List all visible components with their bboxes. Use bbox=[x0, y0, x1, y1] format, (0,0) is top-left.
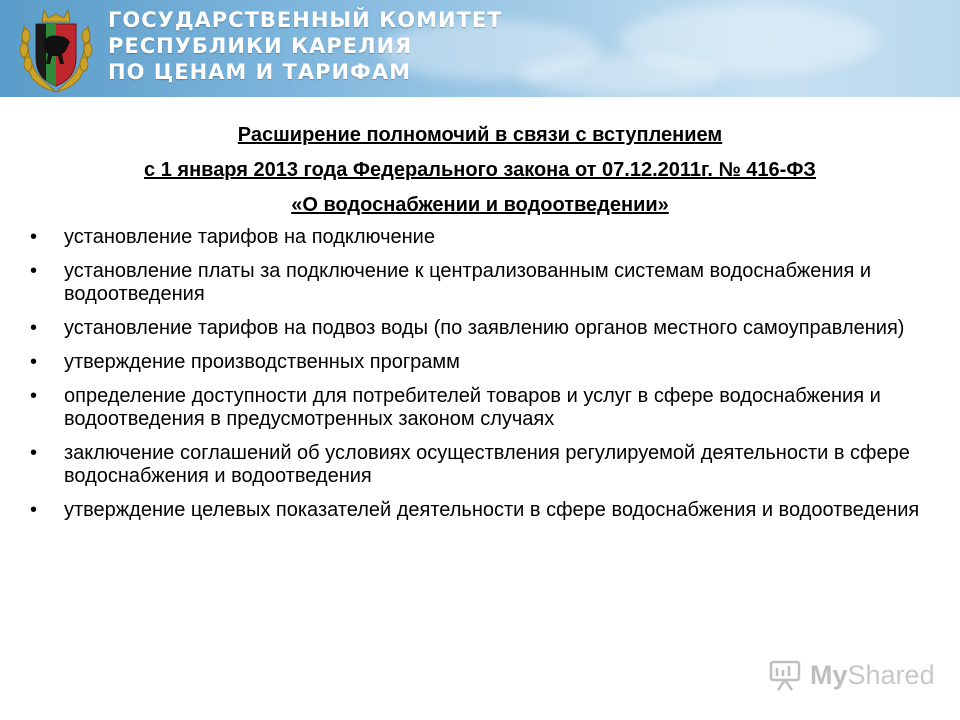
bullet-marker: • bbox=[30, 317, 38, 339]
bullet-marker: • bbox=[30, 351, 38, 373]
bullet-text: утверждение производственных программ bbox=[64, 351, 460, 373]
bullet-marker: • bbox=[30, 385, 38, 407]
watermark-text bbox=[810, 660, 935, 691]
slide-heading bbox=[0, 118, 960, 223]
organization-title-line: ГОСУДАРСТВЕННЫЙ КОМИТЕТ bbox=[108, 8, 503, 32]
watermark-text-my: My bbox=[810, 660, 848, 690]
bullet-marker: • bbox=[30, 260, 38, 282]
bullet-text: установление тарифов на подвоз воды (по заявлению органов местного самоуправления) bbox=[64, 317, 905, 339]
presentation-board-icon bbox=[768, 658, 802, 692]
bullet-item bbox=[30, 226, 945, 249]
myshared-watermark bbox=[768, 656, 938, 696]
watermark-text-shared: Shared bbox=[847, 660, 935, 690]
slide-header bbox=[0, 0, 960, 97]
bullet-item bbox=[30, 317, 945, 340]
bullet-marker: • bbox=[30, 499, 38, 521]
organization-title-line: ПО ЦЕНАМ И ТАРИФАМ bbox=[108, 60, 412, 84]
bullet-item bbox=[30, 260, 945, 306]
bullet-text: определение доступности для потребителей товаров и услуг в сфере водоснабжения и водоотведения в предусмотренных законом случаях bbox=[64, 385, 881, 430]
bullet-text: установление тарифов на подключение bbox=[64, 226, 435, 248]
organization-title-line: РЕСПУБЛИКИ КАРЕЛИЯ bbox=[108, 34, 413, 58]
bullet-list bbox=[30, 226, 945, 533]
bullet-marker: • bbox=[30, 226, 38, 248]
heading-line: «О водоснабжении и водоотведении» bbox=[291, 194, 669, 216]
bullet-text: утверждение целевых показателей деятельности в сфере водоснабжения и водоотведения bbox=[64, 499, 920, 521]
karelia-coat-of-arms-icon bbox=[14, 6, 98, 94]
bullet-item bbox=[30, 499, 945, 522]
bullet-text: заключение соглашений об условиях осуществления регулируемой деятельности в сфере водоснабжения и водоотведения bbox=[64, 442, 910, 487]
bullet-text: установление платы за подключение к централизованным системам водоснабжения и водоотведения bbox=[64, 260, 872, 305]
bullet-item bbox=[30, 385, 945, 431]
bullet-marker: • bbox=[30, 442, 38, 464]
heading-line: Расширение полномочий в связи с вступлением bbox=[237, 124, 723, 146]
bullet-item bbox=[30, 351, 945, 374]
bullet-item bbox=[30, 442, 945, 488]
organization-title bbox=[108, 7, 808, 85]
heading-line: с 1 января 2013 года Федерального закона от 07.12.2011г. № 416-ФЗ bbox=[144, 159, 816, 181]
